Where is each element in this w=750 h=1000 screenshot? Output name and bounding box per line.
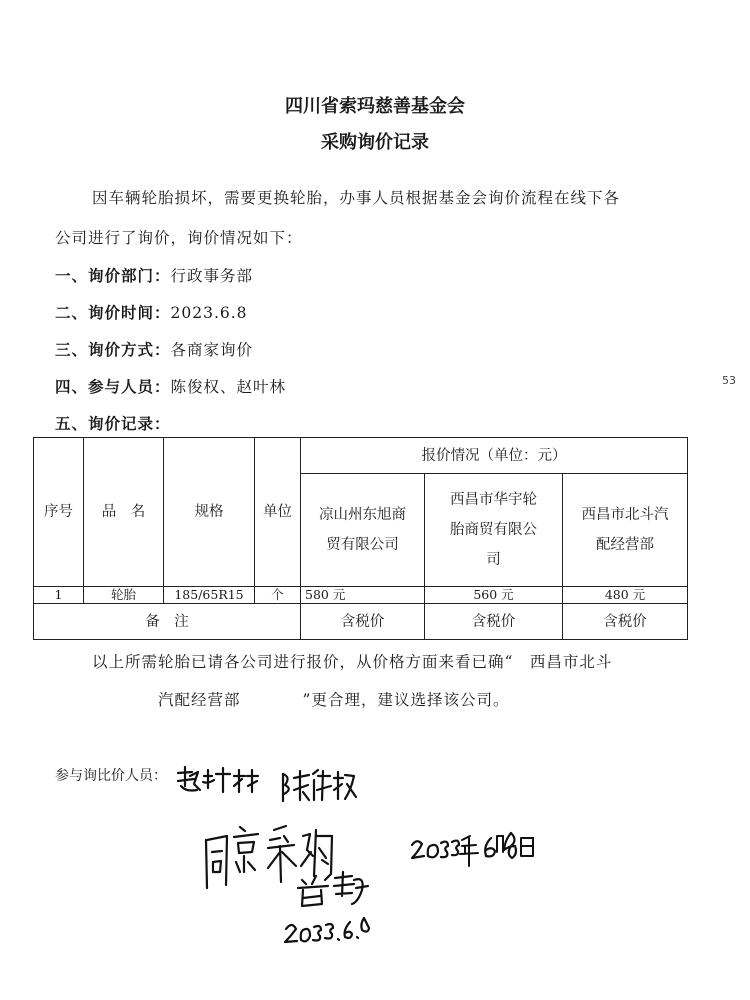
- vendor-2-line-1: 西昌市华宇轮: [450, 492, 537, 508]
- notes-label: 备 注: [34, 604, 301, 640]
- signature-date-chars: [460, 836, 533, 866]
- row-unit: 个: [255, 587, 301, 604]
- header-seq: 序号: [34, 438, 84, 587]
- row-item-name: 轮胎: [84, 587, 164, 604]
- item-value: 2023.6.8: [170, 304, 248, 322]
- note-vendor-2: 含税价: [425, 604, 563, 640]
- row-price-vendor-1: 580 元: [301, 587, 425, 604]
- row-price-vendor-2: 560 元: [425, 587, 563, 604]
- intro-line-2: 公司进行了询价，询价情况如下：: [55, 229, 303, 247]
- note-vendor-1: 含税价: [301, 604, 425, 640]
- conclusion-recommendation: ”更合理，建议选择该公司。: [302, 691, 510, 709]
- item-value: 各商家询价: [170, 341, 254, 359]
- item-label: 四、参与人员：: [55, 378, 171, 396]
- header-item-name: 品 名: [84, 438, 164, 587]
- signature-zhao-yelin: [178, 767, 258, 792]
- row-price-vendor-3: 480 元: [563, 587, 688, 604]
- item-label: 五、询价记录：: [55, 415, 171, 433]
- item-label: 二、询价时间：: [55, 304, 171, 322]
- vendor-2-line-3: 司: [486, 552, 501, 568]
- header-unit: 单位: [255, 438, 301, 587]
- item-value: 陈俊权、赵叶林: [170, 378, 287, 396]
- item-label: 一、询价部门：: [55, 267, 171, 285]
- row-spec: 185/65R15: [164, 587, 255, 604]
- note-vendor-3: 含税价: [563, 604, 688, 640]
- signers-label: 参与询比价人员：: [55, 768, 167, 784]
- vendor-1-line-2: 贸有限公司: [326, 537, 399, 553]
- header-spec: 规格: [164, 438, 255, 587]
- signature-chen-junquan: [283, 770, 356, 801]
- row-seq: 1: [34, 587, 84, 604]
- organization-title: 四川省索玛慈善基金会: [285, 96, 465, 117]
- vendor-1-line-1: 凉山州东旭商: [319, 507, 406, 523]
- vendor-2-line-2: 胎商贸有限公: [450, 522, 537, 538]
- document-title: 采购询价记录: [321, 132, 429, 153]
- vendor-3-line-1: 西昌市北斗汽: [581, 507, 669, 523]
- vendor-3-line-2: 配经营部: [596, 537, 655, 553]
- signature-approver: [298, 872, 368, 906]
- intro-line-1: 因车辆轮胎损坏，需要更换轮胎，办事人员根据基金会询价流程在线下各: [92, 189, 621, 207]
- conclusion-line-1: 以上所需轮胎已请各公司进行报价，从价格方面来看已确“ 西昌市北斗: [92, 653, 613, 671]
- item-value: 行政事务部: [170, 267, 254, 285]
- margin-page-note: 53: [722, 374, 736, 387]
- signature-date-2: [285, 918, 369, 942]
- header-quote-group: 报价情况（单位：元）: [301, 438, 688, 474]
- signature-approval-text: [206, 826, 332, 888]
- conclusion-vendor: 汽配经营部: [158, 691, 241, 709]
- item-label: 三、询价方式：: [55, 341, 171, 359]
